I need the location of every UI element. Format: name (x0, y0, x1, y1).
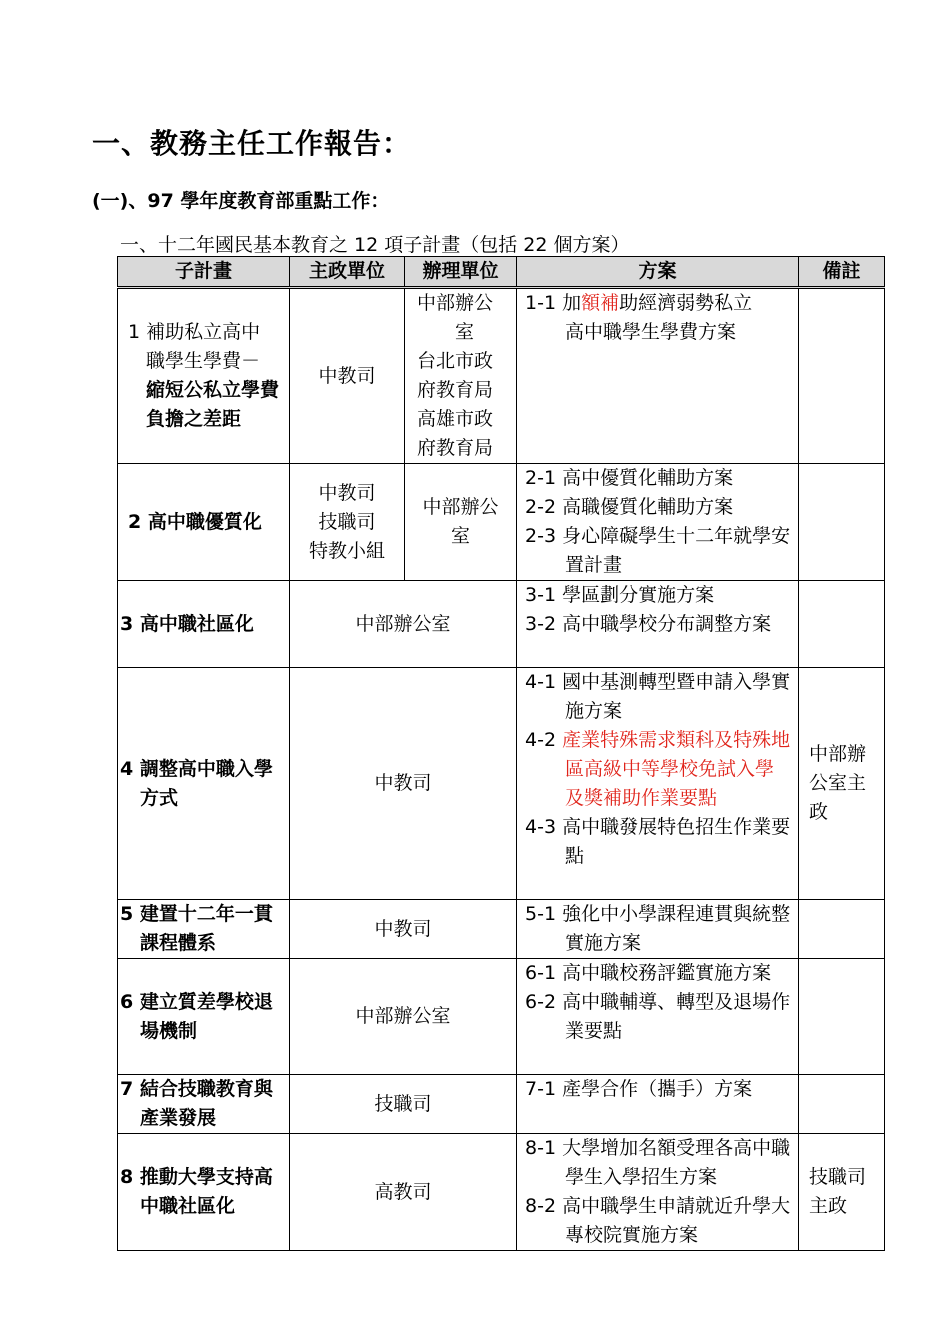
plan-item (525, 289, 792, 318)
subplan-text: 4 調整高中職入學方式 (120, 757, 273, 809)
header-subplan: 子計畫 (118, 257, 290, 288)
subplan-cell (118, 1134, 290, 1251)
subplan-text: 職學生學費－ (146, 350, 261, 372)
plan-item: 2-1 高中優質化輔助方案 (525, 467, 734, 489)
subplan-text: 縮短公私立學費 (146, 379, 280, 401)
plan-item (525, 726, 792, 813)
exec-unit-cell (405, 464, 517, 581)
plan-item: 5-1 強化中小學課程連貫與統整實施方案 (525, 903, 791, 954)
table-row (118, 288, 885, 464)
plan-item: 4-3 高中職發展特色招生作業要點 (525, 816, 791, 867)
lead-unit-cell (290, 464, 405, 581)
plan-text: 助經濟弱勢私立 (619, 292, 753, 314)
lead-unit-cell: 中部辦公室 (290, 959, 517, 1075)
header-exec-unit: 辦理單位 (405, 257, 517, 288)
note-cell (799, 959, 885, 1075)
note-cell (799, 581, 885, 668)
plan-item: 8-2 高中職學生申請就近升學大專校院實施方案 (525, 1195, 791, 1246)
plan-item: 3-2 高中職學校分布調整方案 (525, 613, 772, 635)
table-row (118, 959, 885, 1075)
plan-cell (517, 668, 799, 900)
plan-item: 6-1 高中職校務評鑑實施方案 (525, 962, 772, 984)
exec-unit-text: 中部辦公 (422, 496, 499, 518)
subplan-text: 7 結合技職教育與產業發展 (120, 1078, 273, 1129)
plan-highlight: 額補 (581, 292, 620, 314)
header-lead-unit: 主政單位 (290, 257, 405, 288)
subplan-cell: 2 高中職優質化 (118, 464, 290, 581)
plan-item: 6-2 高中職輔導、轉型及退場作業要點 (525, 991, 791, 1042)
note-cell (799, 464, 885, 581)
header-note: 備註 (799, 257, 885, 288)
lead-unit-cell: 中教司 (290, 668, 517, 900)
subplan-cell (118, 668, 290, 900)
note-cell: 技職司主政 (799, 1134, 885, 1251)
plan-cell (517, 581, 799, 668)
subplan-cell: 3 高中職社區化 (118, 581, 290, 668)
lead-unit-cell: 高教司 (290, 1134, 517, 1251)
page-title: 一、教務主任工作報告： (92, 127, 412, 160)
plan-text: 高中職學生學費方案 (565, 321, 737, 343)
note-cell (799, 288, 885, 464)
section-heading: (一)、97 學年度教育部重點工作： (92, 190, 390, 212)
plan-item: 2-2 高職優質化輔助方案 (525, 496, 734, 518)
plan-text: 4-2 (525, 729, 563, 751)
plan-item: 4-1 國中基測轉型暨申請入學實施方案 (525, 671, 791, 722)
table-row (118, 464, 885, 581)
plan-cell (517, 900, 799, 959)
exec-unit-cell (405, 288, 517, 464)
subplan-text: 8 推動大學支持高中職社區化 (120, 1166, 273, 1217)
subplan-cell (118, 1075, 290, 1134)
plan-item: 8-1 大學增加名額受理各高中職學生入學招生方案 (525, 1137, 791, 1188)
lead-unit-cell: 中教司 (290, 900, 517, 959)
header-plan: 方案 (517, 257, 799, 288)
note-cell (799, 900, 885, 959)
subplan-text: 5 建置十二年一貫課程體系 (120, 903, 273, 954)
plan-cell (517, 959, 799, 1075)
note-cell (799, 1075, 885, 1134)
exec-unit-text: 台北市政 (417, 350, 494, 372)
lead-unit-text: 技職司 (318, 510, 376, 533)
subplan-text: 負擔之差距 (146, 408, 242, 430)
note-cell: 中部辦公室主政 (799, 668, 885, 900)
plan-highlight: 產業特殊需求類科及特殊地區高級中等學校免試入學及獎補助作業要點 (562, 729, 791, 809)
exec-unit-text: 府教育局 (417, 437, 494, 459)
exec-unit-text: 高雄市政 (417, 408, 494, 430)
table-header-row (118, 257, 885, 288)
table-caption: 一、十二年國民基本教育之 12 項子計畫（包括 22 個方案） (120, 234, 630, 256)
plan-cell (517, 1075, 799, 1134)
subplan-cell (118, 288, 290, 464)
lead-unit-text: 中教司 (318, 481, 376, 504)
plan-cell (517, 464, 799, 581)
exec-unit-text: 室 (454, 321, 474, 343)
plan-item: 7-1 產學合作（攜手）方案 (525, 1078, 753, 1100)
lead-unit-text: 特教小組 (308, 539, 385, 562)
subplan-text: 1 補助私立高中 (128, 321, 261, 343)
plan-cell (517, 1134, 799, 1251)
lead-unit-cell: 技職司 (290, 1075, 517, 1134)
exec-unit-text: 室 (450, 525, 470, 547)
lead-unit-cell: 中教司 (290, 288, 405, 464)
subplan-cell (118, 959, 290, 1075)
table-row (118, 900, 885, 959)
exec-unit-text: 府教育局 (417, 379, 494, 401)
subplan-cell (118, 900, 290, 959)
plan-item: 2-3 身心障礙學生十二年就學安置計畫 (525, 525, 791, 576)
subplan-text: 6 建立質差學校退場機制 (120, 990, 273, 1042)
table-row (118, 1075, 885, 1134)
table-row (118, 1134, 885, 1251)
lead-unit-cell: 中部辦公室 (290, 581, 517, 668)
table-row (118, 668, 885, 900)
plan-item: 3-1 學區劃分實施方案 (525, 584, 715, 606)
exec-unit-text: 中部辦公 (417, 292, 494, 314)
plan-text: 1-1 加 (525, 292, 582, 314)
plan-cell (517, 288, 799, 464)
plan-table (117, 256, 885, 1251)
table-row (118, 581, 885, 668)
